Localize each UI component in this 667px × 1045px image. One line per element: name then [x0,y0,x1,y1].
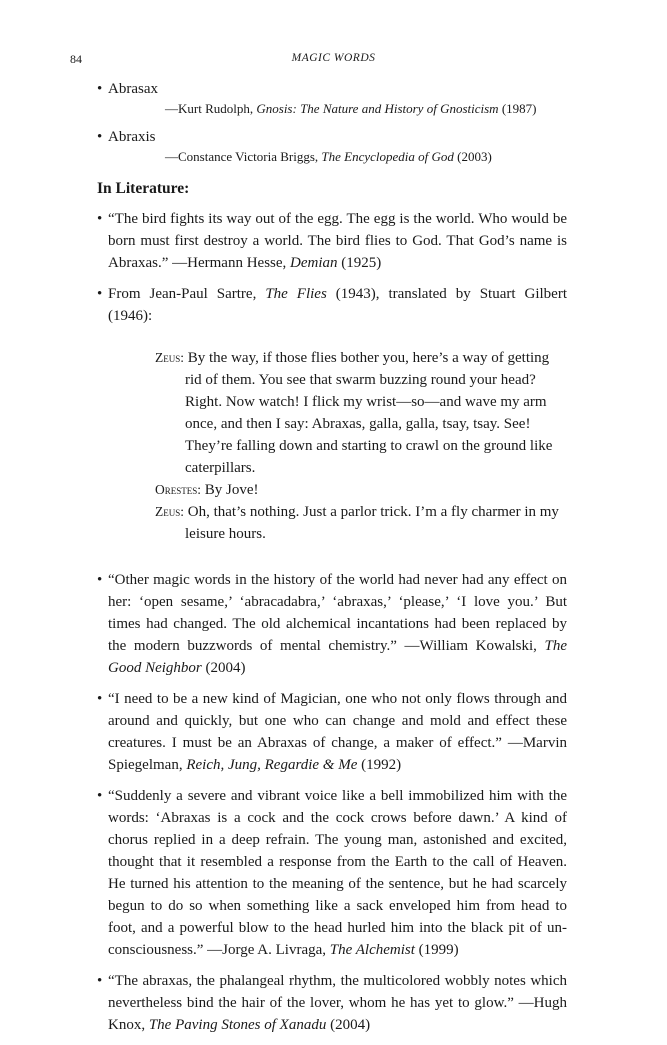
work-title: The Flies [265,286,327,302]
work-title: The Good Neighbor [108,638,567,676]
literature-entry-spiegelman: • “I need to be a new kind of Magician, one who not only flows through and around and quickly, but one who can change and mold and effect these creatures. I must be an Abraxas of change, a maker of effect.” —Marvin Spiegelman, Reich, Jung, Regardie & Me (1992) [97,688,567,776]
work-title: The Alchemist [329,942,415,958]
page-body [97,78,567,1045]
variant-citation: —Kurt Rudolph, Gnosis: The Nature and History of Gnosticism (1987) [165,101,537,116]
literature-entry-knox: • “The abraxas, the phalangeal rhythm, the multicolored wobbly notes which nevertheless bind the hair of the lover, whom he has yet to glow.” —Hugh Knox, The Paving Stones of Xanadu (2004) [97,970,567,1036]
section-heading: In Literature: [97,180,190,197]
variant-citation: —Constance Victoria Briggs, The Encyclopedia of God (2003) [165,149,492,164]
speaker-name: Zeus: [155,350,184,365]
citation-title: The Encyclopedia of God [321,149,454,164]
work-title: Reich, Jung, Regardie & Me [186,757,358,773]
literature-entry-hesse: • “The bird fights its way out of the egg. The egg is the world. Who would be born must first destroy a world. The bird flies to God. That God’s name is Abraxas.” —Hermann Hesse, Demian (1925) [97,208,567,274]
literature-entry-sartre: • From Jean-Paul Sartre, The Flies (1943), translated by Stuart Gilbert (1946): [97,283,567,327]
literature-entry-livraga: • “Suddenly a severe and vibrant voice like a bell immobilized him with the words: ‘Abraxas is a cock and the cock crows before dawn.’ A kind of chorus replied in a deep refrain. The young man, astonished and excited, thought that it resembled a response from the Earth to the call of Heaven. He turned his attention to the meaning of the sentence, but he had scarcely begun to do so when something like a sack enveloped him from head to foot, and a powerful blow to the head hurled him into the black pit of un-consciousness.” —Jorge A. Livraga, The Alchemist (1999) [97,785,567,961]
citation-title: Gnosis: The Nature and History of Gnosticism [256,101,499,116]
page-number: 84 [70,52,82,66]
speaker-name: Zeus: [155,504,184,519]
running-head: MAGIC WORDS [291,52,376,64]
variant-word: • Abrasax [108,81,158,97]
dialogue-line: Zeus: By the way, if those flies bother you, here’s a way of getting rid of them. You see that swarm buzzing round your head? Right. Now watch! I flick my wrist—so—and wave my arm once, and then I say: Abraxas, galla, galla, tsay, tsay. See! They’re falling down and starting to crawl on the ground like caterpillars. [155,350,553,476]
play-excerpt [155,347,565,545]
speaker-name: Orestes: [155,482,202,497]
dialogue-line: Orestes: By Jove! [155,482,259,498]
variant-entry [97,126,567,166]
dialogue-line: Zeus: Oh, that’s nothing. Just a parlor trick. I’m a fly charmer in my leisure hours. [155,504,559,542]
page-header [0,52,667,70]
variant-entry [97,78,567,118]
variant-word: • Abraxis [108,129,156,145]
work-title: Demian [290,255,338,271]
literature-entry-kowalski: • “Other magic words in the history of the world had never had any effect on her: ‘open sesame,’ ‘abracadabra,’ ‘abraxas,’ ‘please,’ ‘I love you.’ But times had changed. The old alchemical incantations had been replaced by the modern buzzwords of mental chemistry.” —William Kowalski, The Good Neighbor (2004) [97,569,567,679]
work-title: The Paving Stones of Xanadu [148,1017,327,1033]
